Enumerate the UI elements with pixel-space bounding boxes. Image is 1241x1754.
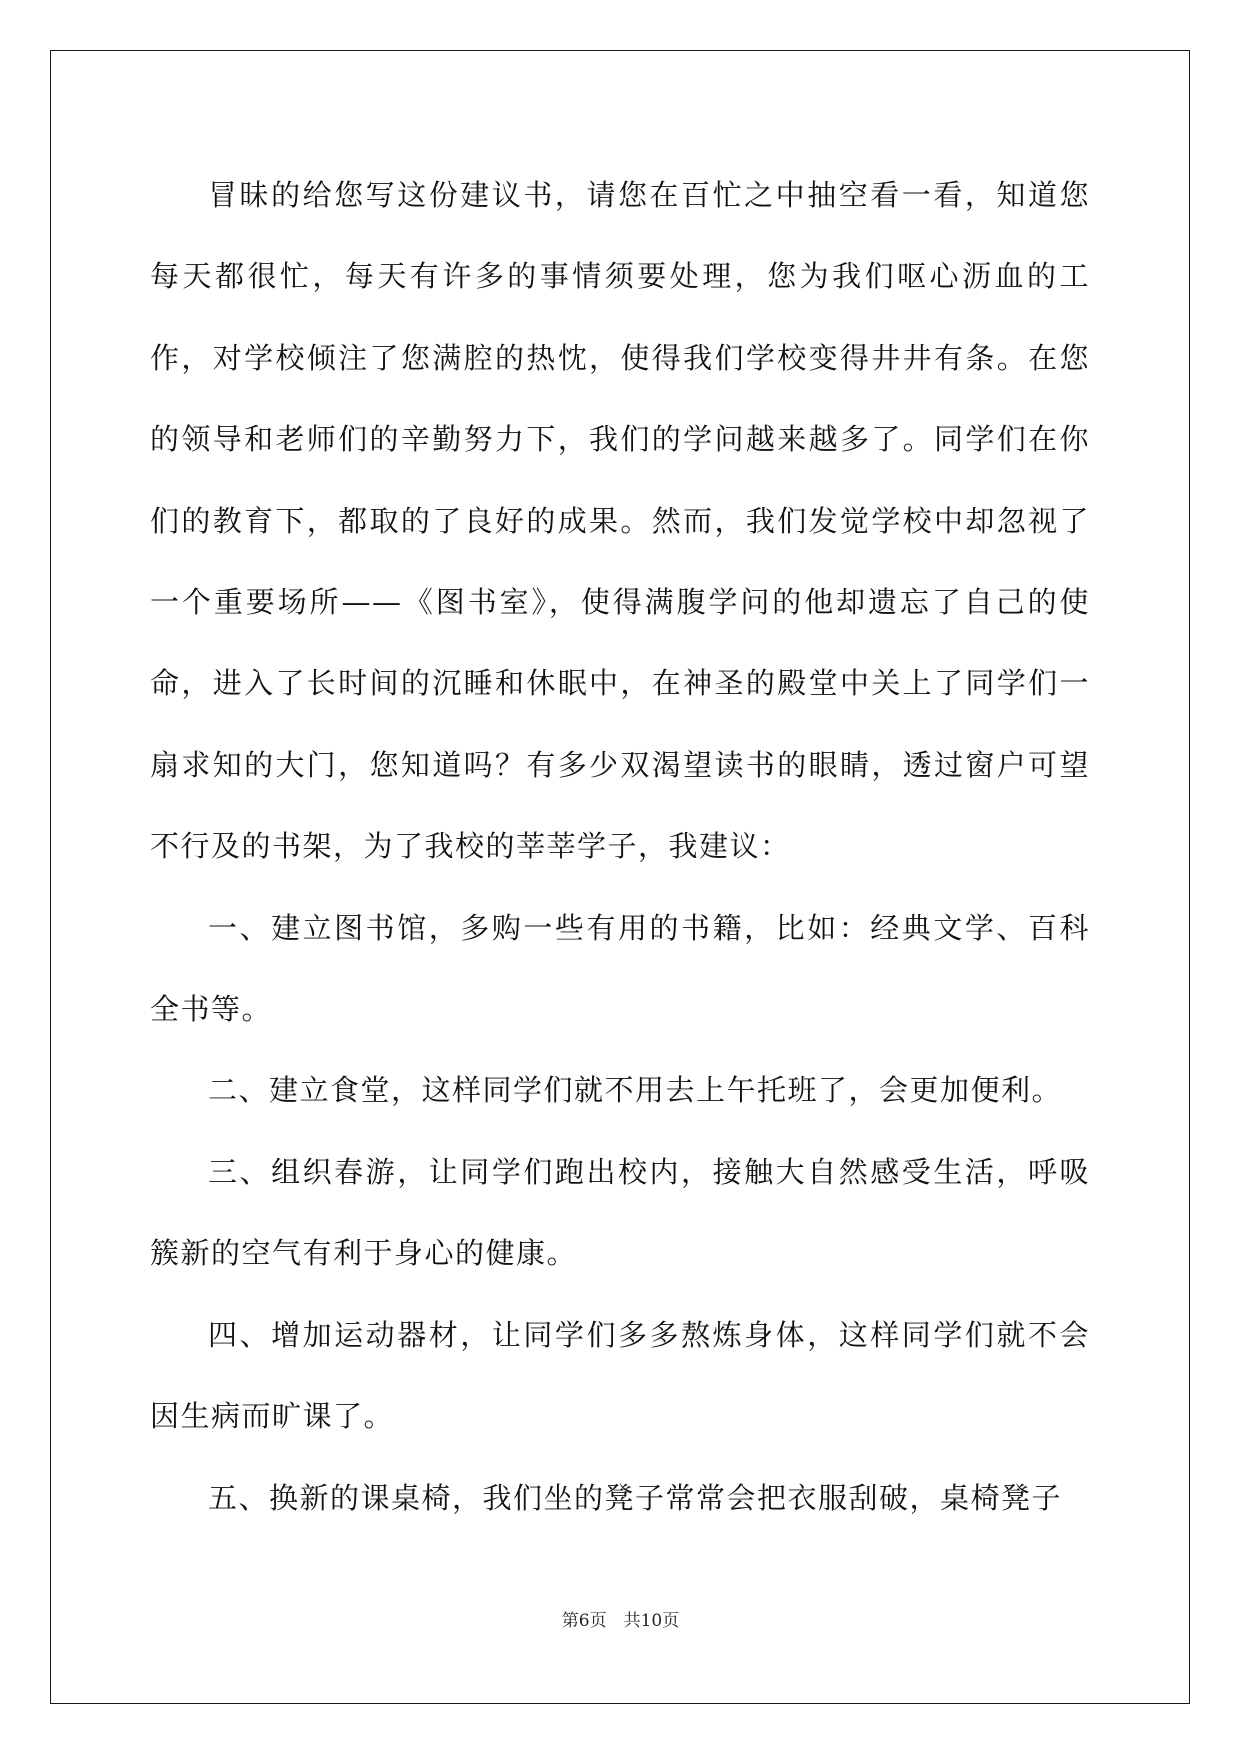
suggestion-4: 四、增加运动器材，让同学们多多熬炼身体，这样同学们就不会因生病而旷课了。 <box>150 1317 1090 1434</box>
document-body <box>150 155 1090 1539</box>
page-number-footer: 第6页 共10页 <box>561 1611 680 1631</box>
intro-paragraph: 冒昧的给您写这份建议书，请您在百忙之中抽空看一看，知道您每天都很忙，每天有许多的事情须要处理，您为我们呕心沥血的工作，对学校倾注了您满腔的热忱，使得我们学校变得井井有条。在您的领导和老师们的辛勤努力下，我们的学问越来越多了。同学们在你们的教育下，都取的了良好的成果。然而，我们发觉学校中却忽视了一个重要场所——《图书室》，使得满腹学问的他却遗忘了自己的使命，进入了长时间的沉睡和休眠中，在神圣的殿堂中关上了同学们一扇求知的大门，您知道吗？有多少双渴望读书的眼睛，透过窗户可望不行及的书架，为了我校的莘莘学子，我建议： <box>150 178 1090 864</box>
suggestion-2: 二、建立食堂，这样同学们就不用去上午托班了，会更加便利。 <box>208 1073 1063 1108</box>
suggestion-3: 三、组织春游，让同学们跑出校内，接触大自然感受生活，呼吸簇新的空气有利于身心的健康。 <box>150 1154 1090 1271</box>
suggestion-1: 一、建立图书馆，多购一些有用的书籍，比如：经典文学、百科全书等。 <box>150 910 1090 1027</box>
suggestion-5: 五、换新的课桌椅，我们坐的凳子常常会把衣服刮破，桌椅凳子 <box>208 1480 1063 1515</box>
